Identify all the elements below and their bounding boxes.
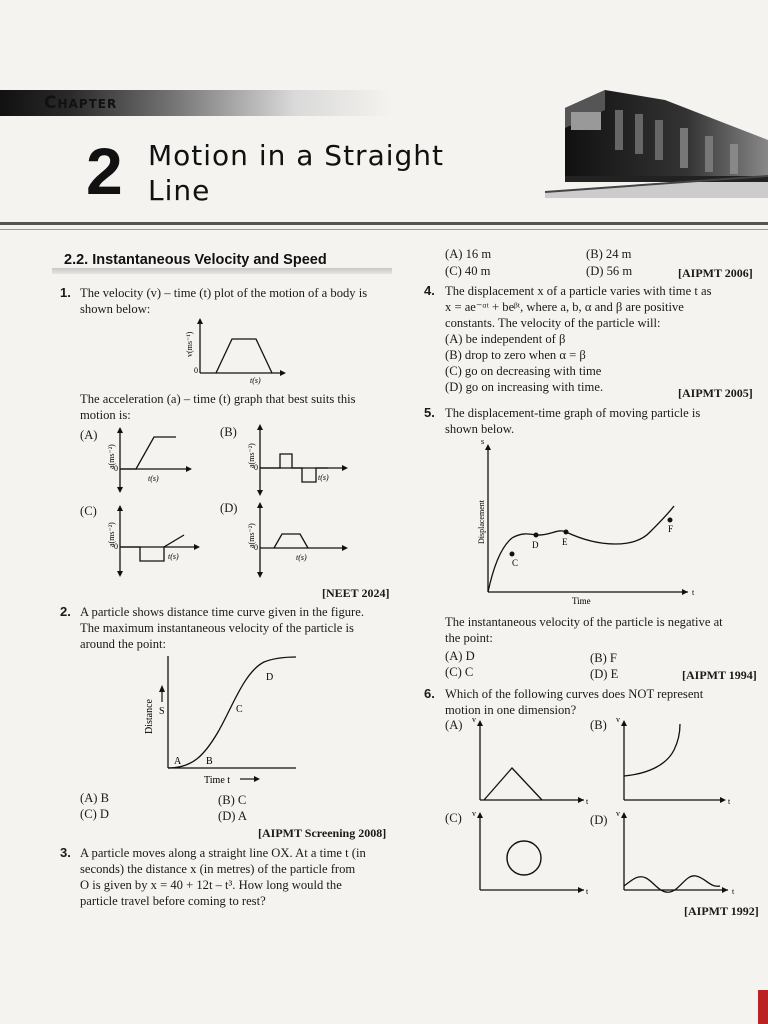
q2-option-c: (C) D bbox=[80, 807, 110, 821]
q1-d-ylabel: a(ms⁻²) bbox=[247, 523, 256, 548]
q2-xlabel: Time t bbox=[204, 775, 231, 786]
q5-t-label: t bbox=[692, 588, 695, 597]
q6-option-d-graph bbox=[616, 808, 740, 898]
chapter-title bbox=[148, 138, 444, 208]
q3-reference: [AIPMT 2006] bbox=[678, 266, 753, 280]
q5-point-f: F bbox=[668, 524, 674, 534]
q3-line2: seconds) the distance x (in metres) of the particle from bbox=[80, 862, 356, 876]
q3-option-c: (C) 40 m bbox=[445, 264, 491, 278]
q6-option-d-label: (D) bbox=[590, 813, 608, 827]
q5-line1: The displacement-time graph of moving particle is bbox=[445, 406, 701, 420]
q5-option-c: (C) C bbox=[445, 665, 474, 679]
q2-option-b: (B) C bbox=[218, 793, 247, 807]
q1-option-a-graph bbox=[106, 425, 196, 495]
q5-ylabel: Displacement bbox=[477, 500, 486, 544]
q3-option-d: (D) 56 m bbox=[586, 264, 633, 278]
chapter-title-line2: Line bbox=[148, 174, 211, 207]
q6-number: 6. bbox=[424, 686, 435, 701]
q6-d-t: t bbox=[732, 887, 735, 896]
q2-option-d: (D) A bbox=[218, 809, 248, 823]
q4-line1: The displacement x of a particle varies with time t as bbox=[445, 284, 712, 298]
q4-line3: constants. The velocity of the particle will: bbox=[445, 316, 661, 330]
q1-a-origin: 0 bbox=[114, 464, 118, 473]
q2-point-a: A bbox=[174, 756, 182, 767]
q1-line2: shown below: bbox=[80, 302, 151, 316]
q6-option-a-label: (A) bbox=[445, 718, 463, 732]
q4-reference: [AIPMT 2005] bbox=[678, 386, 753, 400]
q2-s-label: S bbox=[159, 706, 165, 717]
q5-xlabel: Time bbox=[572, 596, 591, 606]
q3-line4: particle travel before coming to rest? bbox=[80, 894, 266, 908]
q1-line4: motion is: bbox=[80, 408, 131, 422]
q4-option-c: (C) go on decreasing with time bbox=[445, 364, 602, 378]
q1-d-origin: 0 bbox=[254, 543, 258, 552]
q6-b-v: v bbox=[616, 715, 620, 724]
q1-b-ylabel: a(ms⁻²) bbox=[247, 443, 256, 468]
q1-c-xlabel: t(s) bbox=[168, 552, 179, 561]
q3-option-a: (A) 16 m bbox=[445, 247, 492, 261]
q5-point-d: D bbox=[532, 540, 539, 550]
q1-c-ylabel: a(ms⁻²) bbox=[107, 522, 116, 547]
q1-b-xlabel: t(s) bbox=[318, 473, 329, 482]
q5-s-label: s bbox=[481, 437, 485, 446]
q4-number: 4. bbox=[424, 283, 435, 298]
q1-option-c-graph bbox=[106, 503, 206, 578]
q1-number: 1. bbox=[60, 285, 71, 300]
q6-c-v: v bbox=[472, 809, 476, 818]
q6-a-t: t bbox=[586, 797, 589, 806]
chapter-number: 2 bbox=[86, 134, 123, 208]
q3-line1: A particle moves along a straight line OX. At a time t (in bbox=[80, 846, 366, 860]
section-underline-band bbox=[52, 268, 392, 274]
chapter-title-line1: Motion in a Straight bbox=[148, 139, 445, 172]
q5-text2 bbox=[445, 614, 757, 646]
q4-option-d: (D) go on increasing with time. bbox=[445, 380, 604, 394]
train-image bbox=[545, 80, 768, 198]
q1-option-b-label: (B) bbox=[220, 425, 237, 439]
q1-d-xlabel: t(s) bbox=[296, 553, 307, 562]
q1-vt-ylabel: v(ms⁻¹) bbox=[185, 331, 194, 357]
q1-line1: The velocity (v) – time (t) plot of the motion of a body is bbox=[80, 286, 368, 300]
q2-reference: [AIPMT Screening 2008] bbox=[258, 826, 387, 840]
q1-a-xlabel: t(s) bbox=[148, 474, 159, 483]
q2-distance-time-graph bbox=[140, 652, 300, 788]
q6-d-v: v bbox=[616, 809, 620, 818]
q5-point-e: E bbox=[562, 537, 568, 547]
q6-line2: motion in one dimension? bbox=[445, 703, 577, 717]
q6-a-v: v bbox=[472, 715, 476, 724]
q2-point-c: C bbox=[236, 704, 243, 715]
q4-option-a: (A) be independent of β bbox=[445, 332, 566, 346]
q5-line2: shown below. bbox=[445, 422, 515, 436]
q2-line1: A particle shows distance time curve given in the figure. bbox=[80, 605, 364, 619]
q5-text bbox=[445, 405, 757, 437]
q1-line3: The acceleration (a) – time (t) graph that best suits this bbox=[80, 392, 356, 406]
q2-ylabel: Distance bbox=[144, 699, 155, 734]
q5-line4: the point: bbox=[445, 631, 493, 645]
q3-text bbox=[80, 845, 392, 909]
q4-text bbox=[445, 283, 757, 395]
q1-option-a-label: (A) bbox=[80, 428, 98, 442]
q5-line3: The instantaneous velocity of the particle is negative at bbox=[445, 615, 723, 629]
q2-option-a: (A) B bbox=[80, 791, 110, 805]
q5-option-a: (A) D bbox=[445, 649, 475, 663]
q5-option-d: (D) E bbox=[590, 667, 619, 681]
q2-number: 2. bbox=[60, 604, 71, 619]
q5-number: 5. bbox=[424, 405, 435, 420]
q2-line2: The maximum instantaneous velocity of the particle is bbox=[80, 621, 354, 635]
q6-option-a-graph bbox=[472, 714, 592, 806]
q1-text2 bbox=[80, 391, 392, 423]
q3-number: 3. bbox=[60, 845, 71, 860]
q6-c-t: t bbox=[586, 887, 589, 896]
q6-option-b-label: (B) bbox=[590, 718, 607, 732]
q1-option-c-label: (C) bbox=[80, 504, 97, 518]
q5-displacement-time-graph bbox=[470, 436, 700, 608]
q1-option-d-graph bbox=[244, 500, 354, 578]
q6-b-t: t bbox=[728, 797, 731, 806]
q1-reference: [NEET 2024] bbox=[322, 586, 390, 600]
q6-option-c-label: (C) bbox=[445, 811, 462, 825]
q1-vt-graph bbox=[180, 315, 290, 385]
q5-reference: [AIPMT 1994] bbox=[682, 668, 757, 682]
section-heading: 2.2. Instantaneous Velocity and Speed bbox=[64, 252, 327, 268]
q3-line3: O is given by x = 40 + 12t – t³. How long would the bbox=[80, 878, 342, 892]
q1-vt-xlabel: t(s) bbox=[250, 376, 261, 385]
header-rule bbox=[0, 222, 768, 225]
q1-vt-origin: 0 bbox=[194, 366, 198, 375]
q6-line1: Which of the following curves does NOT represent bbox=[445, 687, 704, 701]
q1-a-ylabel: a(ms⁻²) bbox=[107, 444, 116, 469]
q1-option-d-label: (D) bbox=[220, 501, 238, 515]
q3-option-b: (B) 24 m bbox=[586, 247, 632, 261]
q6-reference: [AIPMT 1992] bbox=[684, 904, 759, 918]
q2-point-d: D bbox=[266, 672, 274, 683]
q5-point-c: C bbox=[512, 558, 519, 568]
q2-point-b: B bbox=[206, 756, 213, 767]
q1-c-origin: 0 bbox=[114, 542, 118, 551]
header-rule-thin bbox=[0, 229, 768, 230]
q1-option-b-graph bbox=[244, 422, 354, 497]
q1-text bbox=[80, 285, 392, 317]
q4-option-b: (B) drop to zero when α = β bbox=[445, 348, 586, 362]
q1-b-origin: 0 bbox=[254, 463, 258, 472]
q5-option-b: (B) F bbox=[590, 651, 617, 665]
q6-option-c-graph bbox=[472, 808, 592, 898]
chapter-label: Chapter bbox=[44, 93, 118, 113]
q6-option-b-graph bbox=[616, 714, 736, 806]
q2-line3: around the point: bbox=[80, 637, 167, 651]
page-edge-marker bbox=[758, 990, 768, 1024]
q2-text bbox=[80, 604, 392, 652]
q4-line2: x = ae⁻ᵅᵗ + beᵝᵗ, where a, b, α and β are positive bbox=[445, 300, 684, 314]
